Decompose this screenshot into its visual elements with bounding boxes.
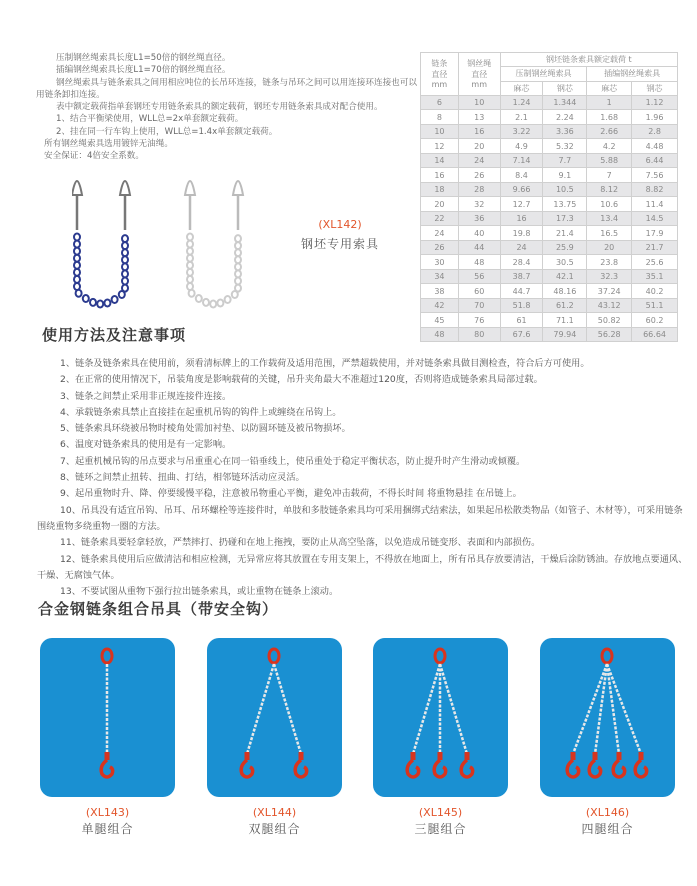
table-cell: 13.75 [543, 197, 587, 212]
table-cell: 2.1 [500, 110, 543, 125]
table-cell: 8.82 [632, 182, 678, 197]
load-spec-table [420, 52, 678, 342]
table-cell: 34 [421, 269, 459, 284]
product-code: (XL143) [85, 806, 130, 819]
product-code: (XL145) [418, 806, 463, 819]
table-row [421, 168, 678, 183]
table-cell: 1.96 [632, 110, 678, 125]
intro-line: 插编钢丝绳索具长度L1=70倍的钢丝绳直径。 [56, 65, 231, 76]
table-cell: 12.7 [500, 197, 543, 212]
header-sub: 麻芯 [587, 81, 632, 95]
product-image-xl143 [40, 638, 175, 797]
table-cell: 8.12 [587, 182, 632, 197]
product-image-xl145 [373, 638, 508, 797]
blue-chain-sling [72, 181, 130, 307]
usage-item: 4、承载链条索具禁止直接挂在起重机吊钩的钩件上或缠绕在吊钩上。 [60, 406, 342, 418]
table-cell: 66.64 [632, 327, 678, 342]
product-name: 单腿组合 [81, 822, 134, 836]
usage-title: 使用方法及注意事项 [42, 326, 187, 344]
product-code: (XL142) [318, 218, 362, 231]
table-row [421, 124, 678, 139]
table-cell: 8 [421, 110, 459, 125]
intro-line: 1、结合平衡梁使用，WLL总=2x单套额定载荷。 [56, 114, 244, 125]
usage-list [37, 356, 689, 600]
product-name: 双腿组合 [248, 822, 301, 836]
table-cell: 76 [458, 313, 500, 328]
table-cell: 36 [458, 211, 500, 226]
table-cell: 67.6 [500, 327, 543, 342]
table-cell: 44 [458, 240, 500, 255]
table-cell: 51.1 [632, 298, 678, 313]
table-row [421, 197, 678, 212]
header-chain-diameter: 链条 直径 mm [421, 53, 459, 96]
table-cell: 48 [458, 255, 500, 270]
product-code: (XL144) [252, 806, 297, 819]
table-cell: 24 [458, 153, 500, 168]
table-cell: 35.1 [632, 269, 678, 284]
usage-item: 8、链环之间禁止扭转、扭曲、打结，相邻链环活动应灵活。 [60, 472, 305, 484]
table-cell: 26 [421, 240, 459, 255]
usage-item: 5、链条索具环绕被吊物时棱角处需加衬垫、以防圆环链及被吊物损坏。 [60, 423, 351, 435]
table-row [421, 298, 678, 313]
table-cell: 16 [458, 124, 500, 139]
table-cell: 42.1 [543, 269, 587, 284]
table-cell: 7 [587, 168, 632, 183]
table-cell: 17.9 [632, 226, 678, 241]
table-cell: 16.5 [587, 226, 632, 241]
table-cell: 60 [458, 284, 500, 299]
table-cell: 16 [500, 211, 543, 226]
product-caption [207, 806, 342, 837]
table-row [421, 182, 678, 197]
table-cell: 61.2 [543, 298, 587, 313]
table-row [421, 255, 678, 270]
table-cell: 9.66 [500, 182, 543, 197]
table-cell: 38 [421, 284, 459, 299]
header-sub: 钢芯 [632, 81, 678, 95]
table-row [421, 153, 678, 168]
table-cell: 11.4 [632, 197, 678, 212]
table-row [421, 327, 678, 342]
table-cell: 4.48 [632, 139, 678, 154]
table-row [421, 211, 678, 226]
table-row [421, 226, 678, 241]
table-cell: 45 [421, 313, 459, 328]
table-cell: 13.4 [587, 211, 632, 226]
header-rated-load: 钢坯链条索具额定载荷 t [500, 53, 677, 67]
table-cell: 14 [421, 153, 459, 168]
header-rope-diameter: 钢丝绳 直径 mm [458, 53, 500, 96]
product-caption [40, 806, 175, 837]
intro-line: 钢丝绳索具与链条索具之间用相应吨位的长吊环连接，链条与吊环之间可以用连接环连接也可以用链条卸扣连接。 [36, 77, 417, 100]
table-cell: 20 [421, 197, 459, 212]
usage-item: 6、温度对链条索具的使用是有一定影响。 [60, 439, 232, 451]
table-cell: 21.4 [543, 226, 587, 241]
table-cell: 24 [421, 226, 459, 241]
usage-item: 11、链条索具要轻拿轻放，严禁摔打、扔碰和在地上拖拽，要防止从高空坠落，以免造成吊链变形、表面和内部损伤。 [60, 537, 541, 549]
table-cell: 28 [458, 182, 500, 197]
table-cell: 70 [458, 298, 500, 313]
table-cell: 10.5 [543, 182, 587, 197]
table-cell: 10 [421, 124, 459, 139]
product-image-xl146 [540, 638, 675, 797]
usage-item: 7、起重机械吊钩的吊点要求与吊重重心在同一铅垂线上，使吊重处于稳定平衡状态，防止提升时产生滑动或倾覆。 [60, 455, 526, 467]
table-cell: 5.32 [543, 139, 587, 154]
table-cell: 1.68 [587, 110, 632, 125]
table-cell: 28.4 [500, 255, 543, 270]
table-cell: 8.4 [500, 168, 543, 183]
table-cell: 44.7 [500, 284, 543, 299]
table-cell: 60.2 [632, 313, 678, 328]
table-cell: 79.94 [543, 327, 587, 342]
intro-notes [36, 52, 418, 163]
table-cell: 56.28 [587, 327, 632, 342]
intro-line: 2、挂在同一行车钩上使用，WLL总=1.4x单套额定载荷。 [56, 126, 278, 137]
table-cell: 22 [421, 211, 459, 226]
table-cell: 1.24 [500, 95, 543, 110]
table-row [421, 240, 678, 255]
table-row [421, 110, 678, 125]
intro-line: 所有钢丝绳索具选用镀锌无油绳。 [44, 139, 173, 150]
usage-item: 3、链条之间禁止采用非正规连接件连接。 [60, 390, 232, 402]
table-cell: 2.8 [632, 124, 678, 139]
table-cell: 13 [458, 110, 500, 125]
table-cell: 26 [458, 168, 500, 183]
table-cell: 7.14 [500, 153, 543, 168]
table-cell: 38.7 [500, 269, 543, 284]
usage-item: 10、吊具没有适宜吊钩、吊耳、吊环螺栓等连接件时，单肢和多肢链条索具均可采用捆绑式结索法，如果起吊松散类物品（如管子、木材等），可采用链条围绕重物多绕重物一圈的方法。 [37, 504, 683, 532]
usage-item: 12、链条索具使用后应做清洁和相应检测，无异常应将其放置在专用支架上，不得放在地面上，所有吊具存放要清洁，干燥后涂防锈油。存放地点要通风、干燥、无腐蚀气体。 [37, 553, 688, 581]
usage-item: 2、在正常的使用情况下，吊装角度是影响载荷的关键，吊升夹角最大不准超过120度，否则将造成链条索具局部过载。 [60, 374, 543, 386]
table-cell: 12 [421, 139, 459, 154]
table-cell: 3.36 [543, 124, 587, 139]
table-cell: 2.24 [543, 110, 587, 125]
product-name: 四腿组合 [581, 822, 634, 836]
usage-item: 13、不要试图从重物下强行拉出链条索具，或让重物在链条上滚动。 [60, 586, 339, 598]
table-cell: 17.3 [543, 211, 587, 226]
table-cell: 10 [458, 95, 500, 110]
table-cell: 48.16 [543, 284, 587, 299]
xl142-caption [290, 218, 390, 252]
table-cell: 1.12 [632, 95, 678, 110]
table-cell: 43.12 [587, 298, 632, 313]
table-cell: 37.24 [587, 284, 632, 299]
table-cell: 20 [458, 139, 500, 154]
table-cell: 10.6 [587, 197, 632, 212]
table-cell: 40.2 [632, 284, 678, 299]
product-code: (XL146) [585, 806, 630, 819]
xl142-product-image [72, 175, 247, 310]
table-cell: 40 [458, 226, 500, 241]
table-row [421, 284, 678, 299]
table-cell: 6.44 [632, 153, 678, 168]
product-name: 三腿组合 [414, 822, 467, 836]
usage-item: 1、链条及链条索具在使用前，须看清标牌上的工作载荷及适用范围，严禁超载使用，并对链条索具做目测检查，符合后方可使用。 [60, 358, 590, 369]
table-cell: 30 [421, 255, 459, 270]
table-cell: 21.7 [632, 240, 678, 255]
table-cell: 32.3 [587, 269, 632, 284]
product-caption [373, 806, 508, 837]
table-cell: 19.8 [500, 226, 543, 241]
table-row [421, 269, 678, 284]
table-cell: 24 [500, 240, 543, 255]
usage-item: 9、起吊重物时升、降、停要缓慢平稳，注意被吊物重心平衡，避免冲击载荷，不得长时间 将重物悬挂 在吊链上。 [60, 488, 522, 500]
header-sub: 钢芯 [543, 81, 587, 95]
table-cell: 14.5 [632, 211, 678, 226]
table-cell: 7.56 [632, 168, 678, 183]
table-cell: 16 [421, 168, 459, 183]
table-cell: 1.344 [543, 95, 587, 110]
table-cell: 7.7 [543, 153, 587, 168]
table-cell: 5.88 [587, 153, 632, 168]
table-cell: 56 [458, 269, 500, 284]
table-cell: 51.8 [500, 298, 543, 313]
table-cell: 42 [421, 298, 459, 313]
table-row [421, 313, 678, 328]
table-cell: 50.82 [587, 313, 632, 328]
table-cell: 18 [421, 182, 459, 197]
table-cell: 2.66 [587, 124, 632, 139]
table-cell: 25.6 [632, 255, 678, 270]
table-cell: 71.1 [543, 313, 587, 328]
table-cell: 23.8 [587, 255, 632, 270]
table-cell: 6 [421, 95, 459, 110]
header-pressed: 压制钢丝绳索具 [500, 67, 587, 81]
table-cell: 32 [458, 197, 500, 212]
intro-line: 安全保证：4倍安全系数。 [44, 151, 144, 162]
table-cell: 25.9 [543, 240, 587, 255]
white-chain-sling [185, 181, 243, 307]
table-cell: 61 [500, 313, 543, 328]
table-cell: 1 [587, 95, 632, 110]
table-cell: 4.9 [500, 139, 543, 154]
product-caption [540, 806, 675, 837]
table-row [421, 95, 678, 110]
table-cell: 9.1 [543, 168, 587, 183]
table-row [421, 139, 678, 154]
table-cell: 30.5 [543, 255, 587, 270]
table-cell: 80 [458, 327, 500, 342]
product-image-xl144 [207, 638, 342, 797]
table-cell: 20 [587, 240, 632, 255]
combo-title: 合金钢链条组合吊具（带安全钩） [38, 600, 279, 618]
intro-line: 压制钢丝绳索具长度L1=50倍的钢丝绳直径。 [56, 53, 231, 63]
intro-line: 表中额定载荷指单套钢坯专用链条索具的额定载荷，钢坯专用链条索具成对配合使用。 [56, 102, 383, 113]
table-cell: 4.2 [587, 139, 632, 154]
product-name: 钢坯专用索具 [300, 237, 379, 251]
header-spliced: 插编钢丝绳索具 [587, 67, 678, 81]
header-sub: 麻芯 [500, 81, 543, 95]
table-cell: 48 [421, 327, 459, 342]
table-cell: 3.22 [500, 124, 543, 139]
